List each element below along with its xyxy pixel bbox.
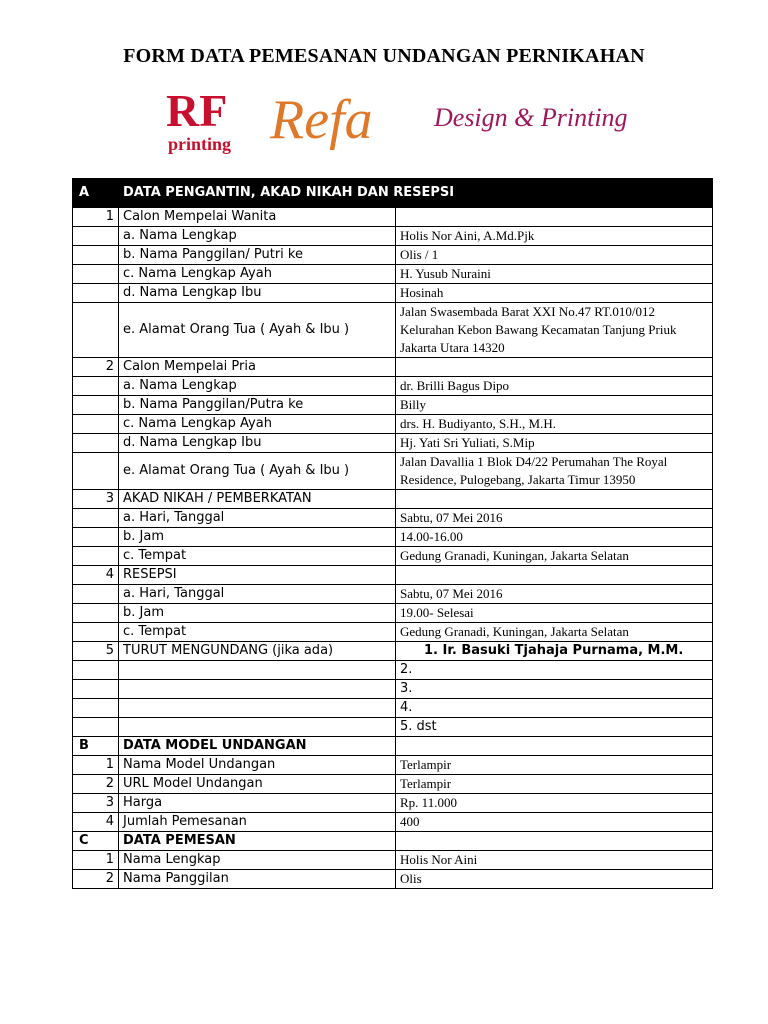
section-a-header	[73, 179, 713, 208]
row-value: Gedung Granadi, Kuningan, Jakarta Selatan	[396, 547, 713, 566]
row-value: Olis / 1	[396, 246, 713, 265]
row-value: 3.	[396, 680, 713, 699]
row-label: a. Nama Lengkap	[119, 227, 396, 246]
row-label: c. Tempat	[119, 547, 396, 566]
table-row	[73, 661, 713, 680]
table-row	[73, 851, 713, 870]
row-label: c. Nama Lengkap Ayah	[119, 415, 396, 434]
table-row	[73, 246, 713, 265]
row-label: c. Tempat	[119, 623, 396, 642]
row-value	[396, 490, 713, 509]
logo-brand: Refa	[270, 89, 373, 151]
row-number: 1	[73, 756, 119, 775]
row-number: 4	[73, 566, 119, 585]
table-row	[73, 303, 713, 358]
row-value: Rp. 11.000	[396, 794, 713, 813]
table-row	[73, 284, 713, 303]
row-value: Sabtu, 07 Mei 2016	[396, 509, 713, 528]
row-number: 1	[73, 208, 119, 227]
table-row	[73, 490, 713, 509]
row-value	[396, 358, 713, 377]
row-label: e. Alamat Orang Tua ( Ayah & Ibu )	[119, 303, 396, 358]
row-number: 2	[73, 358, 119, 377]
section-title: DATA MODEL UNDANGAN	[119, 737, 396, 756]
row-label: Harga	[119, 794, 396, 813]
table-row	[73, 813, 713, 832]
row-number: 2	[73, 775, 119, 794]
page-title: FORM DATA PEMESANAN UNDANGAN PERNIKAHAN	[123, 45, 645, 67]
table-row	[73, 699, 713, 718]
table-row	[73, 208, 713, 227]
table-row	[73, 623, 713, 642]
row-value: Holis Nor Aini	[396, 851, 713, 870]
row-value: Sabtu, 07 Mei 2016	[396, 585, 713, 604]
row-label: c. Nama Lengkap Ayah	[119, 265, 396, 284]
section-title: DATA PENGANTIN, AKAD NIKAH DAN RESEPSI	[119, 179, 713, 208]
table-row	[73, 396, 713, 415]
section-title: DATA PEMESAN	[119, 832, 396, 851]
row-label: d. Nama Lengkap Ibu	[119, 284, 396, 303]
row-value: Hosinah	[396, 284, 713, 303]
row-value: Terlampir	[396, 775, 713, 794]
table-row	[73, 453, 713, 490]
table-row	[73, 377, 713, 396]
table-row	[73, 756, 713, 775]
table-row	[73, 415, 713, 434]
row-number: 4	[73, 813, 119, 832]
row-value: 4.	[396, 699, 713, 718]
row-value: Gedung Granadi, Kuningan, Jakarta Selatan	[396, 623, 713, 642]
table-row	[73, 358, 713, 377]
table-row	[73, 680, 713, 699]
section-b-header	[73, 737, 713, 756]
row-value: Hj. Yati Sri Yuliati, S.Mip	[396, 434, 713, 453]
row-value: Terlampir	[396, 756, 713, 775]
table-row	[73, 585, 713, 604]
row-label: Jumlah Pemesanan	[119, 813, 396, 832]
order-form-table	[72, 178, 713, 889]
row-label: RESEPSI	[119, 566, 396, 585]
row-value: drs. H. Budiyanto, S.H., M.H.	[396, 415, 713, 434]
table-row	[73, 528, 713, 547]
section-c-header	[73, 832, 713, 851]
row-value: 400	[396, 813, 713, 832]
table-row	[73, 227, 713, 246]
row-label: d. Nama Lengkap Ibu	[119, 434, 396, 453]
row-label: Nama Panggilan	[119, 870, 396, 889]
logo-tagline: Design & Printing	[434, 103, 628, 132]
table-row	[73, 604, 713, 623]
row-value: Jalan Swasembada Barat XXI No.47 RT.010/012 Kelurahan Kebon Bawang Kecamatan Tanjung Priuk Jakarta Utara 14320	[396, 303, 713, 358]
row-label: TURUT MENGUNDANG (jika ada)	[119, 642, 396, 661]
table-row	[73, 265, 713, 284]
row-number: 5	[73, 642, 119, 661]
row-value: Jalan Davallia 1 Blok D4/22 Perumahan The Royal Residence, Pulogebang, Jakarta Timur 13950	[396, 453, 713, 490]
table-row	[73, 870, 713, 889]
table-row	[73, 775, 713, 794]
section-letter: A	[73, 179, 119, 208]
row-number: 3	[73, 490, 119, 509]
table-row	[73, 566, 713, 585]
row-value	[396, 566, 713, 585]
row-label: AKAD NIKAH / PEMBERKATAN	[119, 490, 396, 509]
table-row	[73, 434, 713, 453]
row-value: H. Yusub Nuraini	[396, 265, 713, 284]
row-value: Billy	[396, 396, 713, 415]
row-value: dr. Brilli Bagus Dipo	[396, 377, 713, 396]
logo-mark-sub: printing	[168, 134, 232, 154]
row-label: e. Alamat Orang Tua ( Ayah & Ibu )	[119, 453, 396, 490]
row-label: b. Jam	[119, 528, 396, 547]
table-row	[73, 642, 713, 661]
row-number: 3	[73, 794, 119, 813]
row-value: Olis	[396, 870, 713, 889]
table-row	[73, 794, 713, 813]
row-label: a. Hari, Tanggal	[119, 585, 396, 604]
table-row	[73, 718, 713, 737]
row-value	[396, 208, 713, 227]
row-value: 5. dst	[396, 718, 713, 737]
row-label: Nama Lengkap	[119, 851, 396, 870]
row-value: Holis Nor Aini, A.Md.Pjk	[396, 227, 713, 246]
row-label: b. Jam	[119, 604, 396, 623]
row-label: b. Nama Panggilan/ Putri ke	[119, 246, 396, 265]
row-label: a. Nama Lengkap	[119, 377, 396, 396]
row-number: 1	[73, 851, 119, 870]
logo-mark-text: RF	[166, 85, 228, 136]
row-label: b. Nama Panggilan/Putra ke	[119, 396, 396, 415]
row-value: 19.00- Selesai	[396, 604, 713, 623]
section-letter: C	[73, 832, 119, 851]
company-logo	[162, 80, 632, 164]
row-number: 2	[73, 870, 119, 889]
row-label: URL Model Undangan	[119, 775, 396, 794]
table-row	[73, 547, 713, 566]
row-value: 2.	[396, 661, 713, 680]
row-label: Calon Mempelai Wanita	[119, 208, 396, 227]
row-label: Nama Model Undangan	[119, 756, 396, 775]
table-row	[73, 509, 713, 528]
row-value: 1. Ir. Basuki Tjahaja Purnama, M.M.	[396, 642, 713, 661]
row-label: a. Hari, Tanggal	[119, 509, 396, 528]
section-letter: B	[73, 737, 119, 756]
row-value: 14.00-16.00	[396, 528, 713, 547]
row-label: Calon Mempelai Pria	[119, 358, 396, 377]
